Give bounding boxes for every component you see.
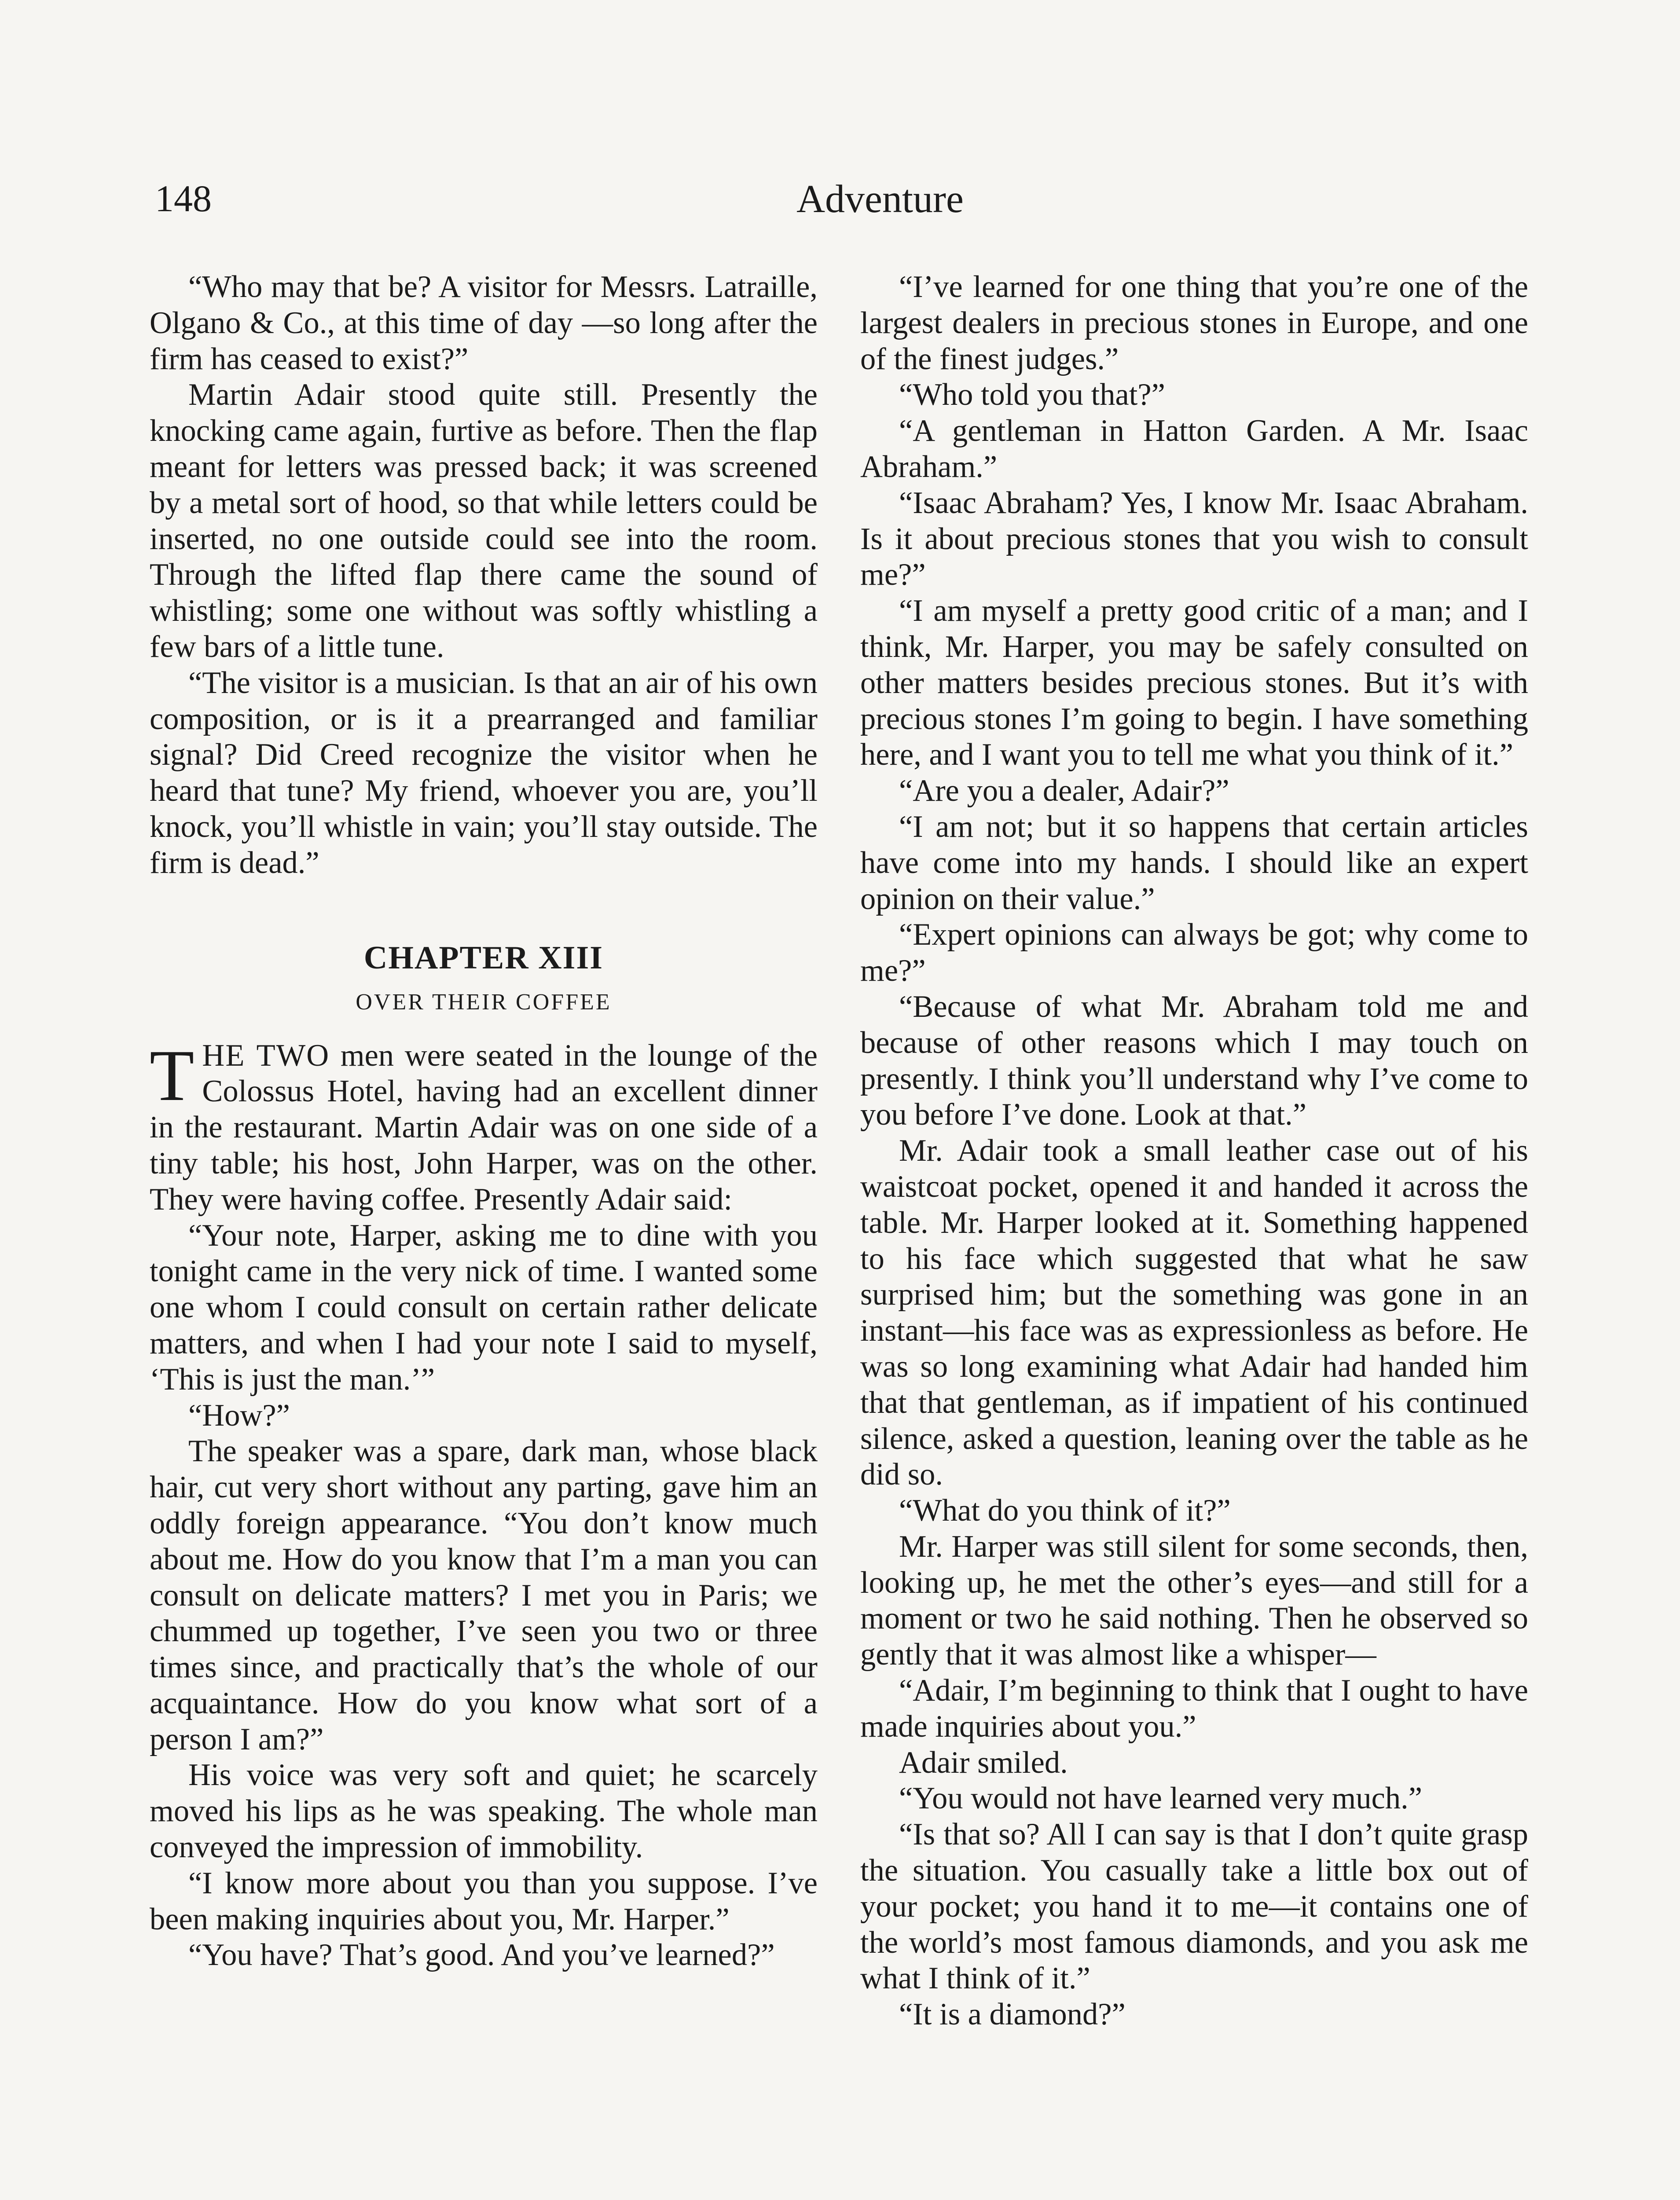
paragraph: “Expert opinions can always be got; why come to me?” <box>860 917 1528 988</box>
paragraph: “Are you a dealer, Adair?” <box>899 774 1229 808</box>
paragraph: Mr. Harper was still silent for some seconds, then, looking up, he met the other’s eyes—and still for a moment or two he said nothing. Then he observed so gently that it was almost like a whisper— <box>860 1529 1528 1672</box>
paragraph: “Isaac Abraham? Yes, I know Mr. Isaac Abraham. Is it about precious stones that you wish to consult me?” <box>860 485 1528 592</box>
magazine-title: Adventure <box>796 177 964 221</box>
paragraph: “I’ve learned for one thing that you’re one of the largest dealers in precious stones in Europe, and one of the finest judges.” <box>860 270 1528 376</box>
right-column <box>860 269 1528 2033</box>
opening-paragraph <box>150 1034 818 1218</box>
opening-small-caps: HE TWO <box>202 1038 330 1073</box>
paragraph: “Because of what Mr. Abraham told me and because of other reasons which I may touch on presently. I think you’ll understand why I’ve come to you before I’ve done. Look at that.” <box>860 989 1528 1132</box>
paragraph: “Who may that be? A visitor for Messrs. Latraille, Olgano & Co., at this time of day —so long after the firm has ceased to exist?” <box>150 270 818 376</box>
paragraph: His voice was very soft and quiet; he scarcely moved his lips as he was speaking. The whole man conveyed the impression of immobility. <box>150 1758 818 1865</box>
chapter-subtitle: OVER THEIR COFFEE <box>356 989 612 1015</box>
paragraph: “I am not; but it so happens that certain articles have come into my hands. I should like an expert opinion on their value.” <box>860 809 1528 916</box>
paragraph: Martin Adair stood quite still. Presently the knocking came again, furtive as before. Then the flap meant for letters was pressed back; it was screened by a metal sort of hood, so that while letters could be inserted, no one outside could see into the room. Through the lifted flap there came the sound of whistling; some one without was softly whistling a few bars of a little tune. <box>150 378 818 664</box>
page-number: 148 <box>155 177 212 220</box>
paragraph: “Adair, I’m beginning to think that I ought to have made inquiries about you.” <box>860 1673 1528 1744</box>
paragraph: “It is a diamond?” <box>899 1997 1126 2032</box>
paragraph: “Is that so? All I can say is that I don’t quite grasp the situation. You casually take a little box out of your pocket; you hand it to me—it contains one of the world’s most famous diamonds, and you ask me what I think of it.” <box>860 1817 1528 1996</box>
paragraph: “Your note, Harper, asking me to dine with you tonight came in the very nick of time. I wanted some one whom I could consult on certain rather delicate matters, and when I had your note I said to myself, ‘This is just the man.’” <box>150 1218 818 1397</box>
paragraph: “I know more about you than you suppose. I’ve been making inquiries about you, Mr. Harper.” <box>150 1866 818 1936</box>
paragraph: “You have? That’s good. And you’ve learned?” <box>188 1938 775 1973</box>
paragraph: Adair smiled. <box>899 1745 1068 1780</box>
paragraph: “What do you think of it?” <box>899 1493 1231 1528</box>
chapter-heading: CHAPTER XIII <box>363 939 604 976</box>
paragraph: Mr. Adair took a small leather case out of his waistcoat pocket, opened it and handed it across the table. Mr. Harper looked at it. Something happened to his face which suggested that what he saw surprised him; but the something was gone in an instant—his face was as expressionless as before. He was so long examining what Adair had handed him that that gentleman, as if impatient of his continued silence, asked a question, leaning over the table as he did so. <box>860 1133 1528 1492</box>
paragraph: “A gentleman in Hatton Garden. A Mr. Isaac Abraham.” <box>860 414 1528 484</box>
paragraph: “Who told you that?” <box>899 378 1165 412</box>
paragraph: “You would not have learned very much.” <box>899 1781 1423 1816</box>
paragraph: “How?” <box>188 1398 290 1433</box>
drop-cap: T <box>150 1034 194 1116</box>
opening-text: men were seated in the lounge of the Colossus Hotel, having had an excellent dinner in the restaurant. Martin Adair was on one side of a tiny table; his host, John Harper, was on the other. They were having coffee. Presently Adair said: <box>150 1038 818 1217</box>
left-column <box>150 269 818 1973</box>
paragraph: “I am myself a pretty good critic of a man; and I think, Mr. Harper, you may be safely consulted on other matters besides precious stones. But it’s with precious stones I’m going to begin. I have something here, and I want you to tell me what you think of it.” <box>860 594 1528 772</box>
paragraph: “The visitor is a musician. Is that an air of his own composition, or is it a prearranged and familiar signal? Did Creed recognize the visitor when he heard that tune? My friend, whoever you are, you’ll knock, you’ll whistle in vain; you’ll stay outside. The firm is dead.” <box>150 665 818 880</box>
paragraph: The speaker was a spare, dark man, whose black hair, cut very short without any parting, gave him an oddly foreign appearance. “You don’t know much about me. How do you know that I’m a man you can consult on delicate matters? I met you in Paris; we chummed up together, I’ve seen you two or three times since, and practically that’s the whole of our acquaintance. How do you know what sort of a person I am?” <box>150 1434 818 1756</box>
